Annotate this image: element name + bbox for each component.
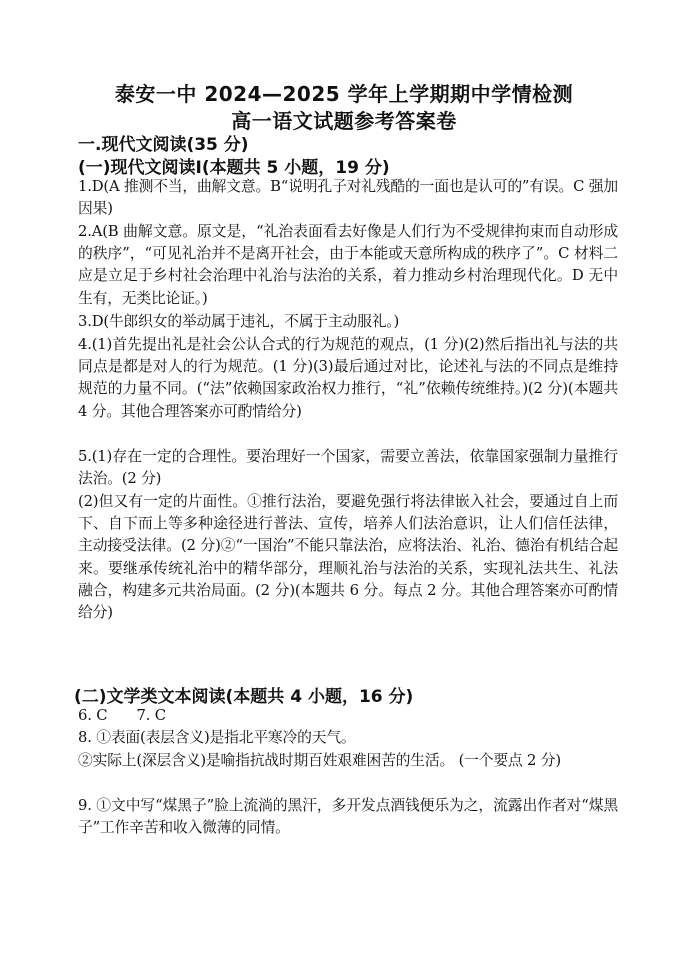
answer-q5-part2: (2)但又有一定的片面性。①推行法治，要避免强行将法律嵌入社会，要通过自上而下、自下而上等多种途径进行普法、宣传，培养人们法治意识，让人们信任法律，主动接受法律。(2 分)②“一国治”不能只靠法治，应将法治、礼治、德治有机结合起来。要继承传统礼治中的精华部分，理顺礼治与法治的关系，实现礼法共生、礼法融合，构建多元共治局面。(2 分)(本题共 6 分。每点 2 分。其他合理答案亦可酌情给分) xyxy=(78,493,618,622)
subsection-heading-1: (一)现代文阅读Ⅰ(本题共 5 小题，19 分) xyxy=(78,158,390,178)
answer-q1: 1.D(A 推测不当，曲解文意。B“说明孔子对礼残酷的一面也是认可的”有误。C 强加因果) xyxy=(78,178,618,218)
document-subtitle: 高一语文试题参考答案卷 xyxy=(231,109,457,133)
answer-q4: 4.(1)首先提出礼是社会公认合式的行为规范的观点，(1 分)(2)然后指出礼与法的共同点是都是对人的行为规范。(1 分)(3)最后通过对比，论述礼与法的不同点是维持规范的力量不同。(“法”依赖国家政治权力推行，“礼”依赖传统维持。)(2 分)(本题共 4 分。其他合理答案亦可酌情给分) xyxy=(78,336,618,420)
subsection-heading-2: (二)文学类文本阅读(本题共 4 小题，16 分) xyxy=(74,687,414,707)
answer-q8-part2: ②实际上(深层含义)是喻指抗战时期百姓艰难困苦的生活。 (一个要点 2 分) xyxy=(78,752,561,769)
section-heading-part1: 一.现代文阅读(35 分) xyxy=(78,135,249,155)
answer-q3: 3.D(牛郎织女的举动属于违礼，不属于主动服礼。) xyxy=(78,313,400,330)
answer-q8-part1: 8. ①表面(表层含义)是指北平寒冷的天气。 xyxy=(78,729,356,746)
answer-q6-q7: 6. C 7. C xyxy=(78,707,166,724)
answer-q9: 9. ①文中写“煤黑子”脸上流淌的黑汗，多开发点酒钱便乐为之，流露出作者对“煤黑子”工作辛苦和收入微薄的同情。 xyxy=(78,797,618,837)
answer-q2: 2.A(B 曲解文意。原文是，“礼治表面看去好像是人们行为不受规律拘束而自动形成的秩序”，“可见礼治并不是离开社会，由于本能或天意所构成的秩序了”。C 材料二应是立足于乡村社会治理中礼治与法治的关系，着力推动乡村治理现代化。D 无中生有，无类比论证。) xyxy=(78,223,618,307)
answer-q5-part1: 5.(1)存在一定的合理性。要治理好一个国家，需要立善法，依靠国家强制力量推行法治。(2 分) xyxy=(78,448,618,488)
document-title: 泰安一中 2024—2025 学年上学期期中学情检测 xyxy=(114,82,574,106)
